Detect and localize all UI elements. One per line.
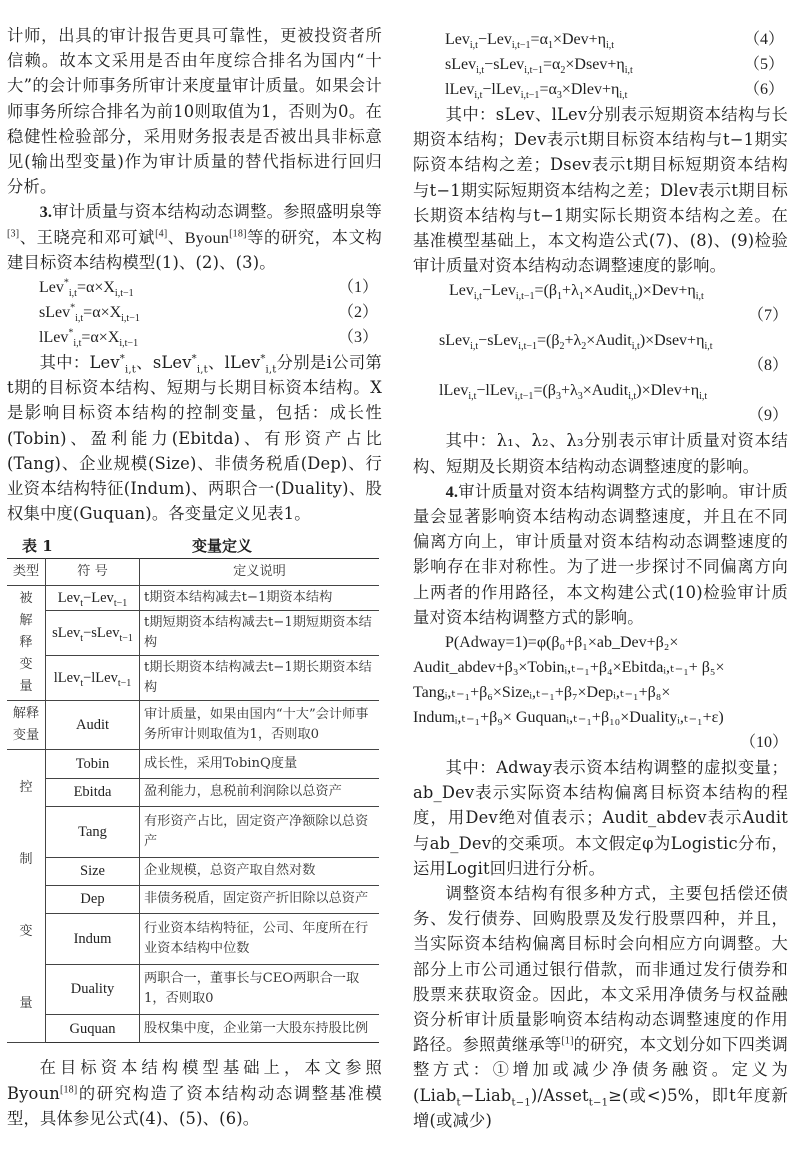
table-header-row: [7, 559, 379, 586]
symbol-cell: Guquan: [46, 1015, 140, 1043]
equation-8: $sLev_{i,t}-sLev_{i,t-1}=(\beta_2+\lambda_2\times Audit_{i,t})\times Dsev+\eta_{i,t}$: [439, 332, 713, 353]
type-cell: 控制变量: [7, 750, 46, 1043]
table-label: 表 1: [22, 537, 53, 556]
equation-number: （3）: [337, 329, 378, 347]
table-caption: [7, 534, 382, 558]
definition-cell: t期短期资本结构减去t−1期短期资本结构: [140, 611, 380, 656]
citation: [4]: [155, 228, 168, 240]
equation-2: $sLev^*_{i,t}=\alpha\times X_{i,t-1}$ （2）: [7, 300, 382, 325]
section-number: 3.: [39, 202, 53, 222]
table-row: [7, 913, 379, 964]
equation-4: $Lev_{i,t}-Lev_{i,t-1}=\alpha_1\times Dev+\eta_{i,t}$ （4）: [413, 27, 788, 52]
paragraph-section-4: 4.审计质量对资本结构调整方式的影响。审计质量会显著影响资本结构动态调整速度，并且在不同偏离方向上，审计质量对资本结构动态调整速度的影响存在非对称性。为了进一步探讨不同偏离方向上两者的作用路径，本文构建公式(10)检验审计质量对资本结构调整方式的影响。: [413, 481, 788, 627]
equation-number: （1）: [337, 279, 378, 297]
definition-cell: 两职合一，董事长与CEO两职合一取1，否则取0: [140, 964, 380, 1015]
table-title: 变量定义: [192, 537, 253, 556]
equation-number: （9）: [747, 407, 788, 425]
equation-10-line-3: Tangᵢ,ₜ₋₁+β₆×Sizeᵢ,ₜ₋₁+β₇×Depᵢ,ₜ₋₁+β₈×: [413, 684, 671, 702]
equation-number: （10）: [739, 734, 788, 752]
header-definition: 定义说明: [140, 559, 380, 586]
section-number: 4.: [445, 481, 459, 501]
paragraph-lambda: 其中：λ₁、λ₂、λ₃分别表示审计质量对资本结构、短期及长期资本结构动态调整速度的影响。: [413, 431, 788, 476]
definition-cell: 企业规模，总资产取自然对数: [140, 857, 380, 885]
table-row: [7, 857, 379, 885]
header-type: 类型: [7, 559, 46, 586]
paragraph-audit-measure: 计师，出具的审计报告更具可靠性，更被投资者所信赖。故本文采用是否由年度综合排名为国内“十大”的会计师事务所审计来度量审计质量。如果会计师事务所综合排名为前10则取值为1，否则为0。在稳健性检验部分，采用财务报表是否被出具非标意见(输出型变量)作为审计质量的替代指标进行回归分析。: [7, 26, 382, 197]
paragraph-section-3: 3.审计质量与资本结构动态调整。参照盛明泉等[3]、王晓亮和邓可斌[4]、Byoun[18]等的研究，本文构建目标资本结构模型(1)、(2)、(3)。: [7, 202, 383, 272]
variable-definition-table: [7, 558, 379, 1043]
definition-cell: 成长性，采用TobinQ度量: [140, 750, 380, 778]
definition-cell: 有形资产占比，固定资产净额除以总资产: [140, 806, 380, 857]
definition-cell: 非债务税盾，固定资产折旧除以总资产: [140, 885, 380, 913]
header-symbol: 符 号: [46, 559, 140, 586]
citation: [1]: [561, 1035, 574, 1047]
symbol-cell: Tang: [46, 806, 140, 857]
symbol-cell: Dep: [46, 885, 140, 913]
symbol-cell: Size: [46, 857, 140, 885]
table-row: [7, 964, 379, 1015]
symbol-cell: lLev$_t$−lLev$_{t-1}$: [46, 656, 140, 701]
paragraph-deviation-definitions: 其中：sLev、lLev分别表示短期资本结构与长期资本结构；Dev表示t期目标资本结构与t−1期实际资本结构之差；Dsev表示t期目标短期资本结构与t−1期实际短期资本结构之差；Dlev表示t期目标长期资本结构与t−1期实际长期资本结构之差。在基准模型基础上，本文构造公式(7)、(8)、(9)检验审计质量对资本结构动态调整速度的影响。: [413, 105, 788, 276]
symbol-cell: Audit: [46, 701, 140, 750]
equation-5: $sLev_{i,t}-sLev_{i,t-1}=\alpha_2\times Dsev+\eta_{i,t}$ （5）: [413, 52, 788, 77]
equation-number: （2）: [337, 304, 378, 322]
equation-7: $Lev_{i,t}-Lev_{i,t-1}=(\beta_1+\lambda_1\times Audit_{i,t})\times Dev+\eta_{i,t}$: [449, 282, 704, 303]
equation-6: $lLev_{i,t}-lLev_{i,t-1}=\alpha_3\times Dlev+\eta_{i,t}$ （6）: [413, 77, 788, 102]
symbol-cell: Lev$_t$−Lev$_{t-1}$: [46, 586, 140, 611]
right-column: [413, 0, 788, 1133]
equation-3: $lLev^*_{i,t}=\alpha\times X_{i,t-1}$ （3）: [7, 325, 382, 350]
type-cell: 解释变量: [7, 701, 46, 750]
definition-cell: 审计质量，如果由国内“十大”会计师事务所审计则取值为1，否则取0: [140, 701, 380, 750]
table-row: [7, 1015, 379, 1043]
symbol-cell: Tobin: [46, 750, 140, 778]
equation-10-line-2: Audit_abdev+β₃×Tobinᵢ,ₜ₋₁+β₄×Ebitdaᵢ,ₜ₋₁+ β₅×: [413, 659, 725, 677]
equation-10-line-1: P(Adway=1)=φ(β₀+β₁×ab_Dev+β₂×: [445, 634, 679, 652]
citation: [18]: [59, 1084, 78, 1096]
paragraph-variables: 其中：Lev*$_{i,t}$、sLev*$_{i,t}$、lLev*$_{i,t}$分别是i公司第t期的目标资本结构、短期与长期目标资本结构。X是影响目标资本结构的控制变量，包括：成长性(Tobin)、盈利能力(Ebitda)、有形资产占比(Tang)、企业规模(Size)、非债务税盾(Dep)、行业资本结构特征(Indum)、两职合一(Duality)、股权集中度(Guquan)。各变量定义见表1。: [7, 353, 382, 524]
definition-cell: 行业资本结构特征，公司、年度所在行业资本结构中位数: [140, 913, 380, 964]
symbol-cell: Duality: [46, 964, 140, 1015]
type-cell: 被解释变量: [7, 586, 46, 701]
citation: [3]: [7, 228, 20, 240]
paragraph-adjustment-methods: 调整资本结构有很多种方式，主要包括偿还债务、发行债券、回购股票及发行股票四种，并且，当实际资本结构偏离目标时会向相应方向调整。大部分上市公司通过银行借款，而非通过发行债券和股票来获取资金。因此，本文采用净债务与权益融资分析审计质量影响资本结构动态调整速度的作用路径。参照黄继承等[1]的研究，本文划分如下四类调整方式：①增加或减少净债务融资。定义为(Liab$_t$−Liab$_{t-1}$)/Asset$_{t-1}$≥(或<)5%，即t年度新增(或减少): [413, 884, 788, 1130]
definition-cell: t期资本结构减去t−1期资本结构: [140, 586, 380, 611]
symbol-cell: sLev$_t$−sLev$_{t-1}$: [46, 611, 140, 656]
citation: [18]: [229, 228, 247, 240]
table-row: [7, 611, 379, 656]
equation-number: （8）: [747, 357, 788, 375]
table-row: [7, 885, 379, 913]
equation-number: （5）: [743, 56, 784, 73]
table-row: [7, 656, 379, 701]
symbol-cell: Ebitda: [46, 778, 140, 806]
left-column: [7, 0, 382, 1131]
definition-cell: 股权集中度，企业第一大股东持股比例: [140, 1015, 380, 1043]
symbol-cell: Indum: [46, 913, 140, 964]
definition-cell: 盈利能力，息税前利润除以总资产: [140, 778, 380, 806]
table-row: [7, 806, 379, 857]
table-row: [7, 701, 379, 750]
equation-number: （7）: [747, 307, 788, 325]
equation-number: （6）: [743, 81, 784, 98]
definition-cell: t期长期资本结构减去t−1期长期资本结构: [140, 656, 380, 701]
equation-10-line-4: Indumᵢ,ₜ₋₁+β₉× Guquanᵢ,ₜ₋₁+β₁₀×Dualityᵢ,ₜ₋₁+ε): [413, 709, 724, 727]
equation-1: $Lev^*_{i,t}=\alpha\times X_{i,t-1}$ （1）: [7, 275, 382, 300]
table-row: [7, 778, 379, 806]
table-row: [7, 586, 379, 611]
equation-number: （4）: [743, 31, 784, 48]
equation-9: $lLev_{i,t}-lLev_{i,t-1}=(\beta_3+\lambda_3\times Audit_{i,t})\times Dlev+\eta_{i,t}$: [439, 382, 708, 403]
table-row: [7, 750, 379, 778]
paragraph-adway: 其中：Adway表示资本结构调整的虚拟变量；ab_Dev表示实际资本结构偏离目标资本结构的程度，用Dev绝对值表示；Audit_abdev表示Audit与ab_Dev的交乘项。本文假定φ为Logistic分布，运用Logit回归进行分析。: [413, 758, 788, 878]
paragraph-baseline-model: 在目标资本结构模型基础上，本文参照Byoun[18]的研究构造了资本结构动态调整基准模型，具体参见公式(4)、(5)、(6)。: [7, 1058, 382, 1128]
